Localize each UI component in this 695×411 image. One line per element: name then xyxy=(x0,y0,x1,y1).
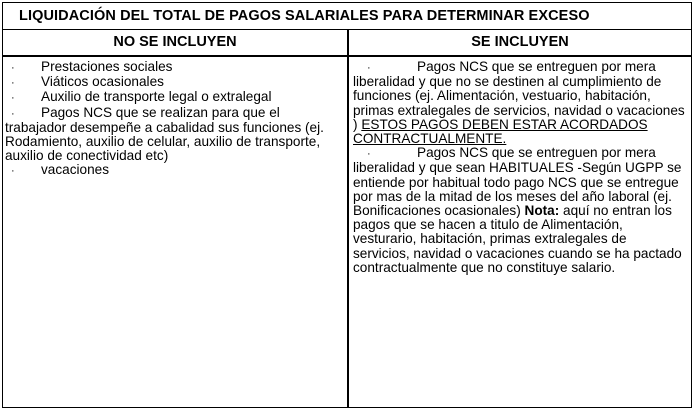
bullet-icon: · xyxy=(11,92,15,105)
header-no-se-incluyen: NO SE INCLUYEN xyxy=(113,34,237,50)
contractual-note: ESTOS PAGOS DEBEN ESTAR ACORDADOS CONTRACTUALMENTE. xyxy=(353,116,648,147)
column-divider xyxy=(347,30,349,407)
list-item xyxy=(5,163,337,178)
header-se-incluyen: SE INCLUYEN xyxy=(471,34,569,50)
list-item xyxy=(353,60,685,146)
bullet-icon: · xyxy=(11,107,15,120)
list-item xyxy=(5,90,337,105)
note-label: Nota: xyxy=(524,203,560,219)
included-items-column xyxy=(353,60,691,275)
list-item xyxy=(5,75,337,90)
item-text: Prestaciones sociales xyxy=(41,59,173,74)
bullet-icon: · xyxy=(367,148,371,161)
item-text: Pagos NCS que se entreguen por mera liberalidad y que no se destinen al cumplimiento de funciones (ej. Alimentación, vestuario, habitación, primas extralegales de servicios, navidad o vacaciones ) xyxy=(353,59,685,132)
bullet-icon: · xyxy=(367,62,371,74)
bullet-icon: · xyxy=(11,62,15,74)
list-item xyxy=(5,60,337,75)
table-title: LIQUIDACIÓN DEL TOTAL DE PAGOS SALARIALES PARA DETERMINAR EXCESO xyxy=(3,3,691,30)
item-text: Auxilio de transporte legal o extralegal xyxy=(41,89,272,105)
bullet-icon: · xyxy=(11,165,15,178)
document-table xyxy=(2,2,692,408)
note-text: aquí no entran los pagos que se hacen a titulo de Alimentación, vesturario, habitación, primas extralegales de servicios, navidad o vacaciones cuando se ha pactado contractualmente que no constituye salario. xyxy=(353,203,682,275)
item-text: Viáticos ocasionales xyxy=(41,74,164,90)
item-text: vacaciones xyxy=(41,162,110,178)
item-text: Pagos NCS que se entreguen por mera liberalidad y que sean HABITUALES -Según UGPP se entiende por habitual todo pago NCS que se entregue por mas de la mitad de los meses del año laboral (ej. Bonificaciones ocasionales) xyxy=(353,145,682,219)
list-item xyxy=(5,106,337,164)
list-item xyxy=(353,146,685,275)
item-text: Pagos NCS que se realizan para que el trabajador desempeñe a cabalidad sus funciones (ej. Rodamiento, auxilio de celular, auxilio de transporte, auxilio de conectividad etc) xyxy=(5,104,324,164)
excluded-items-column xyxy=(5,60,343,179)
bullet-icon: · xyxy=(11,77,15,90)
